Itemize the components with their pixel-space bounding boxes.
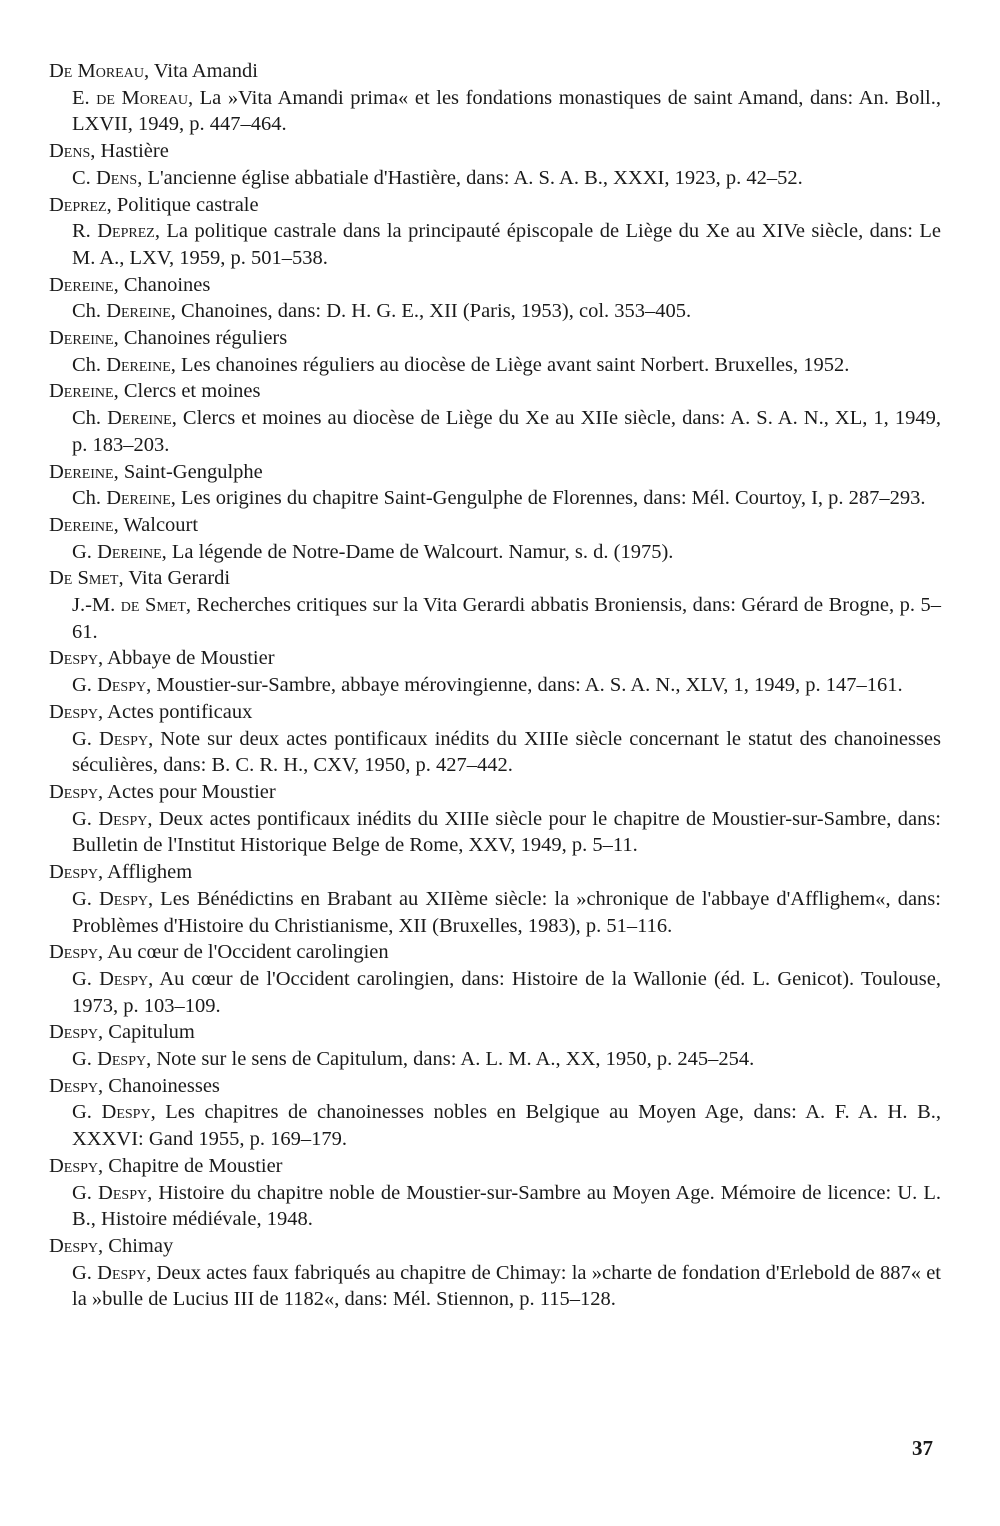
heading-short-title: , Saint-Gengulphe (113, 460, 263, 483)
ref-author: Dereine (106, 487, 171, 510)
entry-heading (49, 325, 941, 352)
entry-heading (49, 779, 941, 806)
ref-author: Despy (99, 967, 149, 990)
heading-short-title: , Capitulum (98, 1021, 195, 1044)
ref-initials: G. (72, 1261, 98, 1284)
ref-citation: , Les chanoines réguliers au diocèse de Liège avant saint Norbert. Bruxelles, 1952. (170, 353, 850, 376)
entry-heading (49, 272, 941, 299)
ref-citation: , Recherches critiques sur la Vita Gerardi abbatis Broniensis, dans: Gérard de Brogne, p. 5–61. (72, 594, 941, 643)
ref-initials: E. (72, 86, 97, 109)
heading-author: Despy (49, 1074, 99, 1097)
ref-author: Dereine (106, 300, 171, 323)
ref-initials: G. (72, 1181, 99, 1204)
heading-short-title: , Chimay (98, 1234, 174, 1257)
heading-author: Dereine (49, 380, 114, 403)
entry-heading (49, 699, 941, 726)
ref-citation: , Les Bénédictins en Brabant au XIIème siècle: la »chronique de l'abbaye d'Afflighem«, dans: Problèmes d'Histoire du Christianisme, XII (Bruxelles, 1983), p. 51–116. (72, 887, 941, 937)
entry-reference (49, 966, 941, 1019)
heading-short-title: , Vita Amandi (143, 60, 258, 82)
heading-author: De Smet (49, 567, 119, 590)
ref-author: Despy (97, 1048, 147, 1071)
heading-author: Dereine (49, 327, 114, 350)
heading-author: Despy (49, 1154, 99, 1177)
heading-short-title: , Chapitre de Moustier (98, 1154, 283, 1177)
ref-author: Despy (98, 1181, 148, 1204)
ref-initials: J.-M. (72, 594, 121, 617)
bib-entry (49, 512, 941, 565)
ref-initials: Ch. (72, 300, 107, 323)
entry-reference (49, 886, 941, 939)
ref-initials: G. (72, 1101, 102, 1124)
bib-entry (49, 699, 941, 779)
bib-entry (49, 779, 941, 859)
heading-author: Despy (49, 647, 99, 670)
bib-entry (49, 272, 941, 325)
entry-reference (49, 1260, 941, 1313)
entry-heading (49, 378, 941, 405)
page-number: 37 (912, 1436, 933, 1460)
ref-initials: Ch. (72, 353, 107, 376)
ref-author: Despy (98, 807, 148, 830)
heading-author: Despy (49, 1021, 99, 1044)
bib-entry (49, 1233, 941, 1313)
entry-reference (49, 298, 941, 325)
bibliography-list (49, 58, 941, 1313)
heading-author: Despy (49, 941, 99, 964)
ref-initials: G. (72, 540, 98, 563)
heading-author: Despy (49, 700, 99, 723)
entry-reference (49, 806, 941, 859)
ref-author: Dereine (107, 407, 172, 430)
bib-entry (49, 192, 941, 272)
heading-short-title: , Hastière (90, 140, 169, 163)
heading-short-title: , Vita Gerardi (118, 567, 231, 590)
ref-initials: G. (72, 1048, 98, 1071)
entry-reference (49, 1180, 941, 1233)
ref-initials: Ch. (72, 407, 108, 430)
ref-initials: R. (72, 220, 98, 243)
ref-initials: G. (72, 674, 98, 697)
heading-author: Despy (49, 861, 99, 884)
entry-heading (49, 1233, 941, 1260)
ref-citation: , L'ancienne église abbatiale d'Hastière, dans: A. S. A. B., XXXI, 1923, p. 42–52. (137, 166, 803, 189)
entry-heading (49, 58, 941, 85)
ref-author: Despy (98, 887, 149, 910)
bib-entry (49, 459, 941, 512)
ref-author: Deprez (97, 220, 155, 243)
ref-citation: , La légende de Notre-Dame de Walcourt. Namur, s. d. (1975). (161, 540, 674, 563)
entry-heading (49, 859, 941, 886)
ref-citation: , Au cœur de l'Occident carolingien, dans: Histoire de la Wallonie (éd. L. Genicot). Toulouse, 1973, p. 103–109. (72, 967, 941, 1017)
heading-short-title: , Afflighem (98, 861, 193, 884)
entry-heading (49, 192, 941, 219)
entry-reference (49, 672, 941, 699)
bib-entry (49, 1073, 941, 1153)
ref-initials: G. (72, 807, 99, 830)
ref-citation: , Note sur le sens de Capitulum, dans: A. L. M. A., XX, 1950, p. 245–254. (146, 1048, 755, 1071)
heading-author: Dereine (49, 273, 114, 296)
entry-reference (49, 485, 941, 512)
entry-reference (49, 218, 941, 271)
entry-heading (49, 565, 941, 592)
ref-author: Dereine (97, 540, 162, 563)
entry-heading (49, 512, 941, 539)
ref-author: Despy (97, 674, 147, 697)
ref-citation: , Les chapitres de chanoinesses nobles en Belgique au Moyen Age, dans: A. F. A. H. B., XXXVI: Gand 1955, p. 169–179. (72, 1101, 941, 1151)
entry-reference (49, 405, 941, 458)
entry-reference (49, 165, 941, 192)
heading-author: Dereine (49, 460, 114, 483)
heading-short-title: , Au cœur de l'Occident carolingien (98, 941, 389, 964)
heading-short-title: , Abbaye de Moustier (98, 647, 275, 670)
heading-author: Despy (49, 780, 99, 803)
bib-entry (49, 1153, 941, 1233)
ref-initials: G. (72, 727, 100, 750)
heading-short-title: , Walcourt (113, 513, 199, 536)
ref-citation: , Les origines du chapitre Saint-Gengulphe de Florennes, dans: Mél. Courtoy, I, p. 287–293. (170, 487, 926, 510)
entry-reference (49, 85, 941, 138)
ref-author: de Moreau (96, 86, 188, 109)
heading-short-title: , Actes pontificaux (98, 700, 253, 723)
bib-entry (49, 325, 941, 378)
ref-initials: Ch. (72, 487, 107, 510)
bib-entry (49, 565, 941, 645)
ref-initials: C. (72, 166, 96, 189)
heading-short-title: , Chanoines réguliers (113, 327, 288, 350)
entry-heading (49, 1073, 941, 1100)
heading-short-title: , Politique castrale (106, 193, 259, 216)
entry-reference (49, 539, 941, 566)
entry-heading (49, 459, 941, 486)
heading-short-title: , Clercs et moines (113, 380, 261, 403)
bib-entry (49, 939, 941, 1019)
entry-reference (49, 726, 941, 779)
ref-author: Despy (99, 727, 149, 750)
heading-author: Despy (49, 1234, 99, 1257)
ref-citation: , La politique castrale dans la principauté épiscopale de Liège du Xe au XIVe siècle, dans: Le M. A., LXV, 1959, p. 501–538. (72, 220, 941, 269)
heading-short-title: , Actes pour Moustier (98, 780, 276, 803)
entry-reference (49, 592, 941, 645)
entry-heading (49, 645, 941, 672)
heading-author: Dereine (49, 513, 114, 536)
entry-heading (49, 138, 941, 165)
ref-citation: , Clercs et moines au diocèse de Liège du Xe au XIIe siècle, dans: A. S. A. N., XL, 1, 1949, p. 183–203. (72, 407, 941, 456)
ref-citation: , La »Vita Amandi prima« et les fondations monastiques de saint Amand, dans: An. Boll., LXVII, 1949, p. 447–464. (72, 86, 941, 136)
bib-entry (49, 645, 941, 698)
ref-citation: , Deux actes faux fabriqués au chapitre de Chimay: la »charte de fondation d'Erlebold de 887« et la »bulle de Lucius III de 1182«, dans: Mél. Stiennon, p. 115–128. (72, 1261, 941, 1311)
ref-citation: , Moustier-sur-Sambre, abbaye mérovingienne, dans: A. S. A. N., XLV, 1, 1949, p. 147–161. (146, 674, 903, 697)
ref-citation: , Deux actes pontificaux inédits du XIIIe siècle pour le chapitre de Moustier-sur-Sambre, dans: Bulletin de l'Institut Historique Belge de Rome, XXV, 1949, p. 5–11. (72, 807, 941, 857)
ref-initials: G. (72, 887, 99, 910)
heading-short-title: , Chanoinesses (98, 1074, 220, 1097)
ref-author: Dereine (106, 353, 171, 376)
entry-reference (49, 1099, 941, 1152)
heading-author: Dens (49, 140, 91, 163)
ref-citation: , Chanoines, dans: D. H. G. E., XII (Paris, 1953), col. 353–405. (170, 300, 692, 323)
ref-citation: , Note sur deux actes pontificaux inédits du XIIIe siècle concernant le statut des chanoinesses séculières, dans: B. C. R. H., CXV, 1950, p. 427–442. (72, 727, 941, 777)
ref-author: de Smet (120, 594, 186, 617)
bib-entry (49, 58, 941, 138)
entry-heading (49, 939, 941, 966)
ref-author: Despy (101, 1101, 151, 1124)
entry-heading (49, 1153, 941, 1180)
ref-author: Despy (97, 1261, 147, 1284)
bib-entry (49, 378, 941, 458)
ref-citation: , Histoire du chapitre noble de Moustier-sur-Sambre au Moyen Age. Mémoire de licence: U. L. B., Histoire médiévale, 1948. (72, 1181, 942, 1231)
ref-initials: G. (72, 967, 100, 990)
bib-entry (49, 859, 941, 939)
heading-short-title: , Chanoines (113, 273, 211, 296)
bib-entry (49, 138, 941, 191)
ref-author: Dens (95, 166, 138, 189)
bib-entry (49, 1019, 941, 1072)
heading-author: Deprez (49, 193, 107, 216)
entry-reference (49, 1046, 941, 1073)
entry-heading (49, 1019, 941, 1046)
entry-reference (49, 352, 941, 379)
heading-author: De Moreau (49, 60, 144, 82)
